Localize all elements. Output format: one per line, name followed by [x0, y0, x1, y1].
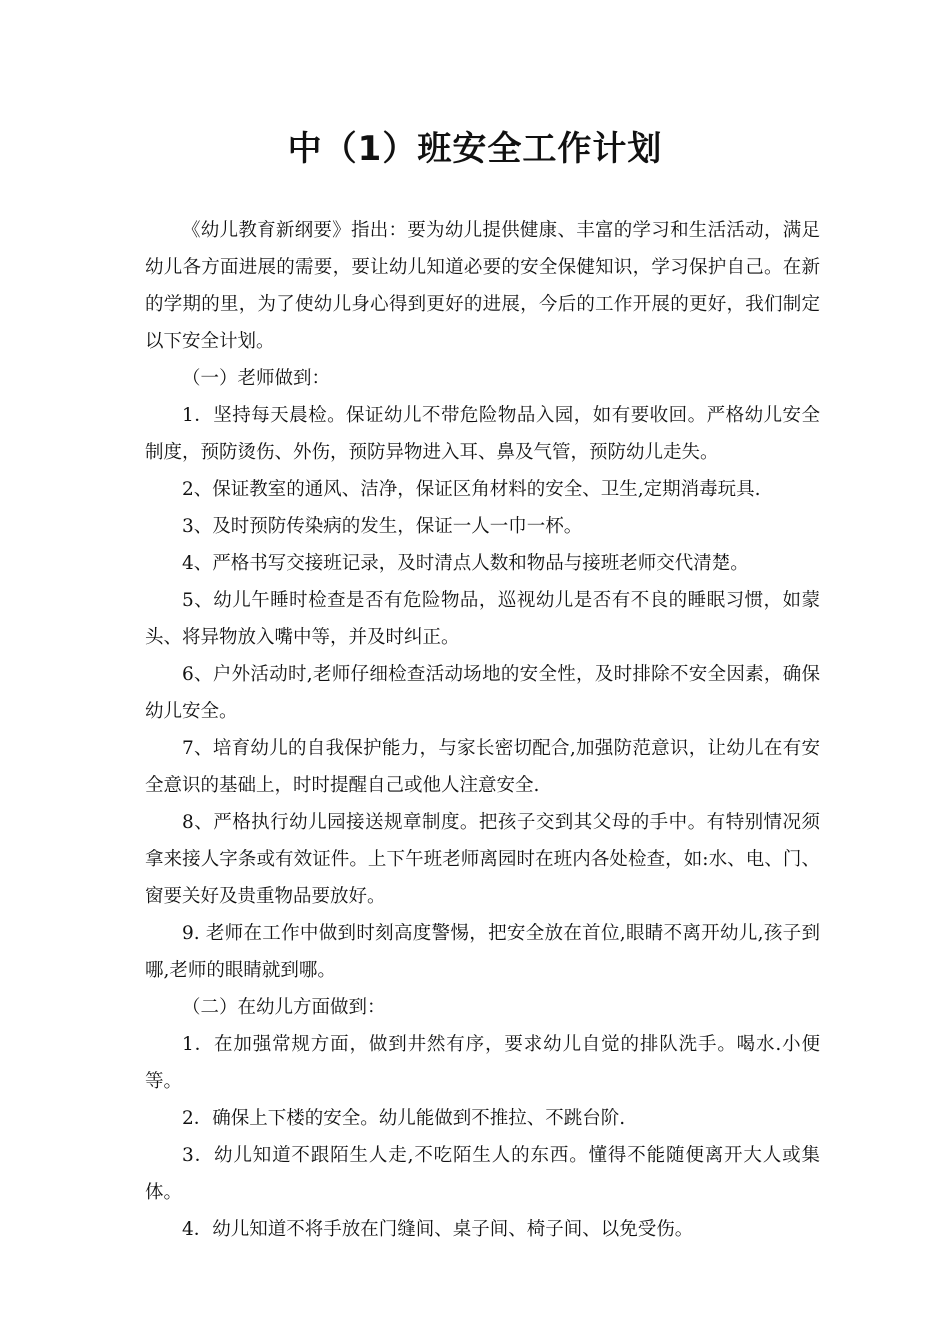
teacher-item-1: 1．坚持每天晨检。保证幼儿不带危险物品入园，如有要收回。严格幼儿安全制度，预防烫伤、外伤，预防异物进入耳、鼻及气管，预防幼儿走失。: [145, 405, 820, 463]
teacher-item-7: 7、培育幼儿的自我保护能力，与家长密切配合,加强防范意识，让幼儿在有安全意识的基础上，时时提醒自己或他人注意安全.: [145, 738, 820, 796]
child-item-3: 3．幼儿知道不跟陌生人走,不吃陌生人的东西。懂得不能随便离开大人或集体。: [145, 1145, 820, 1203]
child-item-2: 2．确保上下楼的安全。幼儿能做到不推拉、不跳台阶.: [182, 1108, 626, 1129]
teacher-item-2: 2、保证教室的通风、洁净，保证区角材料的安全、卫生,定期消毒玩具.: [182, 479, 761, 500]
teacher-item-3: 3、及时预防传染病的发生，保证一人一巾一杯。: [182, 516, 583, 537]
document-body: [145, 212, 820, 1248]
teacher-item-9: 9. 老师在工作中做到时刻高度警惕，把安全放在首位,眼睛不离开幼儿,孩子到哪,老师的眼睛就到哪。: [145, 923, 820, 981]
section-heading-teachers: （一）老师做到：: [182, 368, 331, 389]
section-heading-children: （二）在幼儿方面做到：: [182, 997, 386, 1018]
teacher-item-5: 5、幼儿午睡时检查是否有危险物品，巡视幼儿是否有不良的睡眠习惯，如蒙头、将异物放入嘴中等，并及时纠正。: [145, 590, 820, 648]
teacher-item-6: 6、户外活动时,老师仔细检查活动场地的安全性，及时排除不安全因素，确保幼儿安全。: [145, 664, 820, 722]
page-title: 中（1）班安全工作计划: [287, 129, 663, 169]
child-item-1: 1．在加强常规方面，做到井然有序，要求幼儿自觉的排队洗手。喝水.小便等。: [145, 1034, 820, 1092]
child-item-4: 4．幼儿知道不将手放在门缝间、桌子间、椅子间、以免受伤。: [182, 1219, 694, 1240]
teacher-item-4: 4、严格书写交接班记录，及时清点人数和物品与接班老师交代清楚。: [182, 553, 749, 574]
intro-paragraph: 《幼儿教育新纲要》指出：要为幼儿提供健康、丰富的学习和生活活动，满足幼儿各方面进展的需要，要让幼儿知道必要的安全保健知识，学习保护自己。在新的学期的里，为了使幼儿身心得到更好的进展，今后的工作开展的更好，我们制定以下安全计划。: [145, 220, 820, 352]
teacher-item-8: 8、严格执行幼儿园接送规章制度。把孩子交到其父母的手中。有特别情况须拿来接人字条或有效证件。上下午班老师离园时在班内各处检查，如:水、电、门、窗要关好及贵重物品要放好。: [145, 812, 820, 907]
